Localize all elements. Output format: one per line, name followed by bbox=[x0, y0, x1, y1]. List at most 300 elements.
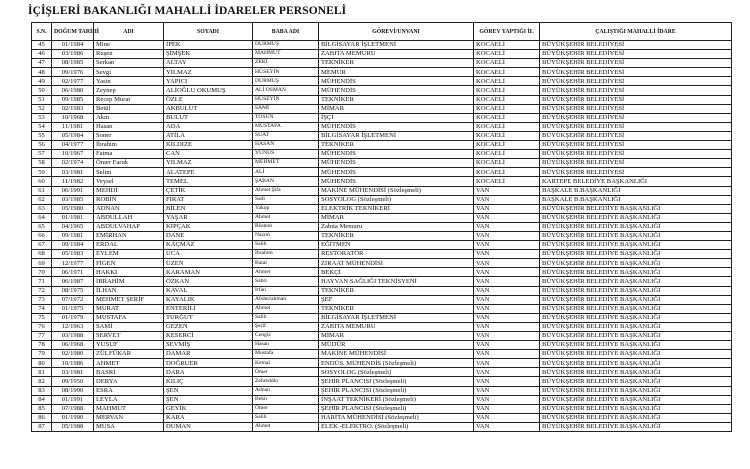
cell-name: Ömer Faruk bbox=[94, 159, 164, 168]
cell-birth-date: 07/1988 bbox=[52, 404, 94, 413]
cell-sn: 51 bbox=[32, 95, 52, 104]
table-row bbox=[32, 277, 732, 286]
table-row bbox=[32, 122, 732, 131]
cell-surname: KAVAL bbox=[164, 286, 253, 295]
cell-position: MÜHENDİS bbox=[319, 159, 474, 168]
cell-sn: 73 bbox=[32, 295, 52, 304]
cell-position: ŞEF bbox=[319, 295, 474, 304]
cell-name: İBRAHİM bbox=[94, 277, 164, 286]
cell-name: FİGEN bbox=[94, 259, 164, 268]
table-row bbox=[32, 341, 732, 350]
cell-province: KOCAELİ bbox=[474, 59, 540, 68]
cell-birth-date: 06/1968 bbox=[52, 341, 94, 350]
cell-local-administration: BÜYÜKŞEHİR BELEDİYE BAŞKANLIĞI bbox=[540, 313, 732, 322]
cell-birth-date: 10/1967 bbox=[52, 150, 94, 159]
cell-position: TEKNİKER bbox=[319, 231, 474, 240]
cell-local-administration: BÜYÜKŞEHİR BELEDİYESİ bbox=[540, 159, 732, 168]
column-header-name: ADI bbox=[94, 23, 164, 41]
cell-sn: 54 bbox=[32, 122, 52, 131]
cell-father-name: HASAN bbox=[253, 141, 319, 150]
cell-name: HAKKI bbox=[94, 268, 164, 277]
cell-sn: 76 bbox=[32, 322, 52, 331]
cell-name: Hasan bbox=[94, 122, 164, 131]
cell-province: VAN bbox=[474, 259, 540, 268]
cell-birth-date: 01/1984 bbox=[52, 41, 94, 50]
cell-birth-date: 09/1985 bbox=[52, 95, 94, 104]
cell-sn: 75 bbox=[32, 313, 52, 322]
cell-sn: 74 bbox=[32, 304, 52, 313]
cell-province: KOCAELİ bbox=[474, 77, 540, 86]
table-row bbox=[32, 259, 732, 268]
cell-name: ZÜLFÜKAR bbox=[94, 350, 164, 359]
cell-father-name: Mustafa bbox=[253, 350, 319, 359]
cell-surname: TURĞUT bbox=[164, 313, 253, 322]
table-header bbox=[32, 23, 732, 41]
cell-surname: DARA bbox=[164, 368, 253, 377]
cell-sn: 61 bbox=[32, 186, 52, 195]
cell-birth-date: 11/1982 bbox=[52, 177, 94, 186]
cell-birth-date: 05/1980 bbox=[52, 204, 94, 213]
cell-province: VAN bbox=[474, 195, 540, 204]
cell-birth-date: 02/1980 bbox=[52, 350, 94, 359]
cell-father-name: ŞABAN bbox=[253, 177, 319, 186]
table-row bbox=[32, 377, 732, 386]
cell-position: ŞEHİR PLANCISI (Sözleşmeli) bbox=[319, 386, 474, 395]
cell-birth-date: 03/1986 bbox=[52, 50, 94, 59]
cell-province: KOCAELİ bbox=[474, 150, 540, 159]
cell-position: ELEK.-ELEKTRO. (Sözleşmeli) bbox=[319, 422, 474, 431]
cell-sn: 56 bbox=[32, 141, 52, 150]
cell-father-name: ALİ bbox=[253, 168, 319, 177]
cell-father-name: Ömer bbox=[253, 404, 319, 413]
cell-surname: ÜZEN bbox=[164, 259, 253, 268]
cell-name: Ruşen bbox=[94, 50, 164, 59]
cell-sn: 66 bbox=[32, 231, 52, 240]
cell-birth-date: 02/1974 bbox=[52, 159, 94, 168]
cell-sn: 69 bbox=[32, 259, 52, 268]
cell-sn: 45 bbox=[32, 41, 52, 50]
cell-surname: ALTAY bbox=[164, 59, 253, 68]
cell-local-administration: BÜYÜKŞEHİR BELEDİYE BAŞKANLIĞI bbox=[540, 204, 732, 213]
cell-father-name: SUAT bbox=[253, 131, 319, 140]
cell-local-administration: BÜYÜKŞEHİR BELEDİYE BAŞKANLIĞI bbox=[540, 222, 732, 231]
cell-sn: 82 bbox=[32, 377, 52, 386]
cell-father-name: Salih bbox=[253, 241, 319, 250]
cell-sn: 80 bbox=[32, 359, 52, 368]
table-row bbox=[32, 241, 732, 250]
cell-name: MAHMUT bbox=[94, 404, 164, 413]
cell-surname: YILMAZ bbox=[164, 68, 253, 77]
cell-father-name: Abdurrahman bbox=[253, 295, 319, 304]
cell-father-name: YUNUS bbox=[253, 150, 319, 159]
table-row bbox=[32, 359, 732, 368]
cell-name: AHMET bbox=[94, 359, 164, 368]
cell-birth-date: 01/1990 bbox=[52, 413, 94, 422]
table-row bbox=[32, 104, 732, 113]
table-row bbox=[32, 322, 732, 331]
cell-birth-date: 05/1983 bbox=[52, 250, 94, 259]
cell-birth-date: 10/1968 bbox=[52, 113, 94, 122]
cell-father-name: Salih bbox=[253, 413, 319, 422]
cell-father-name: Ahmet bbox=[253, 422, 319, 431]
cell-local-administration: BÜYÜKŞEHİR BELEDİYESİ bbox=[540, 113, 732, 122]
cell-province: KOCAELİ bbox=[474, 141, 540, 150]
cell-province: VAN bbox=[474, 213, 540, 222]
cell-local-administration: BÜYÜKŞEHİR BELEDİYESİ bbox=[540, 86, 732, 95]
table-row bbox=[32, 131, 732, 140]
cell-province: KOCAELİ bbox=[474, 159, 540, 168]
cell-local-administration: BÜYÜKŞEHİR BELEDİYE BAŞKANLIĞI bbox=[540, 241, 732, 250]
cell-name: ABDULVAHAP bbox=[94, 222, 164, 231]
cell-name: İbrahim bbox=[94, 141, 164, 150]
cell-father-name: Sadi bbox=[253, 195, 319, 204]
cell-sn: 85 bbox=[32, 404, 52, 413]
cell-position: ŞEHİR PLANCISI (Sözleşmeli) bbox=[319, 377, 474, 386]
cell-sn: 77 bbox=[32, 332, 52, 341]
cell-father-name: ALİ OSMAN bbox=[253, 86, 319, 95]
cell-surname: ÖZLE bbox=[164, 95, 253, 104]
cell-position: MÜHENDİS bbox=[319, 150, 474, 159]
cell-province: VAN bbox=[474, 286, 540, 295]
cell-name: Betül bbox=[94, 104, 164, 113]
cell-birth-date: 03/1981 bbox=[52, 368, 94, 377]
table-row bbox=[32, 68, 732, 77]
table-row bbox=[32, 168, 732, 177]
table-row bbox=[32, 59, 732, 68]
cell-sn: 53 bbox=[32, 113, 52, 122]
cell-province: KOCAELİ bbox=[474, 168, 540, 177]
cell-surname: YAŞAR bbox=[164, 213, 253, 222]
cell-sn: 83 bbox=[32, 386, 52, 395]
cell-local-administration: BÜYÜKŞEHİR BELEDİYESİ bbox=[540, 95, 732, 104]
cell-local-administration: BÜYÜKŞEHİR BELEDİYE BAŞKANLIĞI bbox=[540, 332, 732, 341]
cell-province: KOCAELİ bbox=[474, 68, 540, 77]
cell-surname: GEYİK bbox=[164, 404, 253, 413]
cell-name: Mine bbox=[94, 41, 164, 50]
cell-position: MİMAR bbox=[319, 104, 474, 113]
cell-sn: 48 bbox=[32, 68, 52, 77]
cell-father-name: HÜSEYİN bbox=[253, 95, 319, 104]
cell-surname: YAPICI bbox=[164, 77, 253, 86]
cell-surname: KARAMAN bbox=[164, 268, 253, 277]
cell-position: TEKNİKER bbox=[319, 95, 474, 104]
cell-father-name: Zehreddin bbox=[253, 377, 319, 386]
cell-surname: ALATEPE bbox=[164, 168, 253, 177]
cell-sn: 65 bbox=[32, 222, 52, 231]
cell-birth-date: 10/1986 bbox=[52, 359, 94, 368]
cell-province: VAN bbox=[474, 386, 540, 395]
page-title: İÇİŞLERİ BAKANLIĞI MAHALLİ İDARELER PERSONELİ bbox=[28, 5, 347, 17]
cell-local-administration: BÜYÜKŞEHİR BELEDİYE BAŞKANLIĞI bbox=[540, 368, 732, 377]
cell-name: Yasin bbox=[94, 77, 164, 86]
cell-surname: DUMAN bbox=[164, 422, 253, 431]
cell-name: SERVET bbox=[94, 332, 164, 341]
cell-father-name: SAMİ bbox=[253, 104, 319, 113]
cell-name: Sevgi bbox=[94, 68, 164, 77]
cell-name: LEYLA bbox=[94, 395, 164, 404]
cell-position: BİLGİSAYAR İŞLETMENİ bbox=[319, 41, 474, 50]
cell-birth-date: 11/1981 bbox=[52, 122, 94, 131]
cell-province: VAN bbox=[474, 332, 540, 341]
column-header-local-administration: ÇALIŞTIĞI MAHALLİ İDARE bbox=[540, 23, 732, 41]
cell-father-name: Cengiz bbox=[253, 332, 319, 341]
cell-birth-date: 06/1971 bbox=[52, 268, 94, 277]
table-row bbox=[32, 295, 732, 304]
cell-birth-date: 02/1977 bbox=[52, 77, 94, 86]
cell-position: ZABITA MEMURU bbox=[319, 322, 474, 331]
cell-position: BİLGİSAYAR İŞLETMENİ bbox=[319, 313, 474, 322]
cell-position: TEKNİKER bbox=[319, 304, 474, 313]
cell-surname: BİLEN bbox=[164, 204, 253, 213]
cell-birth-date: 01/1981 bbox=[52, 213, 94, 222]
cell-position: MEMUR bbox=[319, 68, 474, 77]
cell-name: EMİRHAN bbox=[94, 231, 164, 240]
table-body bbox=[32, 41, 732, 432]
cell-name: MUSTAFA bbox=[94, 313, 164, 322]
cell-position: MAKİNE MÜHENDİSİ bbox=[319, 350, 474, 359]
cell-province: KOCAELİ bbox=[474, 104, 540, 113]
cell-sn: 68 bbox=[32, 250, 52, 259]
column-header-father-name: BABA ADI bbox=[253, 23, 319, 41]
table-row bbox=[32, 204, 732, 213]
cell-birth-date: 12/1977 bbox=[52, 259, 94, 268]
cell-name: BASRİ bbox=[94, 368, 164, 377]
cell-province: VAN bbox=[474, 422, 540, 431]
cell-local-administration: BÜYÜKŞEHİR BELEDİYESİ bbox=[540, 141, 732, 150]
cell-name: EYLEM bbox=[94, 250, 164, 259]
cell-father-name: Batal bbox=[253, 259, 319, 268]
cell-surname: AKBULUT bbox=[164, 104, 253, 113]
cell-name: Soner bbox=[94, 131, 164, 140]
cell-province: VAN bbox=[474, 250, 540, 259]
table-row bbox=[32, 177, 732, 186]
cell-sn: 55 bbox=[32, 131, 52, 140]
cell-birth-date: 01/1979 bbox=[52, 313, 94, 322]
cell-position: MÜHENDİS bbox=[319, 122, 474, 131]
cell-father-name: MAHMUT bbox=[253, 50, 319, 59]
cell-local-administration: BÜYÜKŞEHİR BELEDİYE BAŞKANLIĞI bbox=[540, 277, 732, 286]
cell-birth-date: 08/1985 bbox=[52, 59, 94, 68]
cell-local-administration: BÜYÜKŞEHİR BELEDİYESİ bbox=[540, 50, 732, 59]
cell-sn: 50 bbox=[32, 86, 52, 95]
table-row bbox=[32, 141, 732, 150]
table-row bbox=[32, 404, 732, 413]
cell-father-name: Bekir bbox=[253, 395, 319, 404]
cell-birth-date: 07/1972 bbox=[52, 295, 94, 304]
table-row bbox=[32, 186, 732, 195]
cell-sn: 47 bbox=[32, 59, 52, 68]
cell-father-name: Salih bbox=[253, 313, 319, 322]
column-header-birth-date: DOĞUM TARİHİ bbox=[52, 23, 94, 41]
cell-name: MEHDİ bbox=[94, 186, 164, 195]
table-row bbox=[32, 422, 732, 431]
cell-name: ROBİN bbox=[94, 195, 164, 204]
column-header-surname: SOYADI bbox=[164, 23, 253, 41]
cell-father-name: MUSTAFA bbox=[253, 122, 319, 131]
cell-father-name: TOSUN bbox=[253, 113, 319, 122]
cell-surname: DANE bbox=[164, 231, 253, 240]
table-row bbox=[32, 77, 732, 86]
table-row bbox=[32, 386, 732, 395]
table-row bbox=[32, 50, 732, 59]
cell-province: VAN bbox=[474, 395, 540, 404]
cell-father-name: Ahmet Şifa bbox=[253, 186, 319, 195]
cell-position: ELEKTRİK TEKNİKERİ bbox=[319, 204, 474, 213]
cell-surname: DAMAR bbox=[164, 350, 253, 359]
cell-father-name: Hasan bbox=[253, 341, 319, 350]
column-header-sn: S.N. bbox=[32, 23, 52, 41]
cell-surname: ÖZKAN bbox=[164, 277, 253, 286]
cell-surname: BULUT bbox=[164, 113, 253, 122]
cell-position: HAYVAN SAĞLIĞI TEKNİSYENİ bbox=[319, 277, 474, 286]
cell-name: SAMİ bbox=[94, 322, 164, 331]
table-row bbox=[32, 313, 732, 322]
cell-birth-date: 06/1987 bbox=[52, 277, 94, 286]
cell-father-name: Kemal bbox=[253, 359, 319, 368]
cell-position: İŞÇİ bbox=[319, 113, 474, 122]
cell-sn: 72 bbox=[32, 286, 52, 295]
cell-birth-date: 02/1983 bbox=[52, 104, 94, 113]
cell-sn: 79 bbox=[32, 350, 52, 359]
cell-province: VAN bbox=[474, 222, 540, 231]
cell-name: ESRA bbox=[94, 386, 164, 395]
cell-position: ZİRAAT MÜHENDİSİ bbox=[319, 259, 474, 268]
cell-province: KOCAELİ bbox=[474, 122, 540, 131]
cell-birth-date: 06/1980 bbox=[52, 86, 94, 95]
cell-local-administration: BÜYÜKŞEHİR BELEDİYE BAŞKANLIĞI bbox=[540, 350, 732, 359]
cell-name: Selim bbox=[94, 168, 164, 177]
cell-position: TEKNİKER bbox=[319, 286, 474, 295]
cell-name: MERVAN bbox=[94, 413, 164, 422]
cell-province: VAN bbox=[474, 404, 540, 413]
table-row bbox=[32, 213, 732, 222]
cell-sn: 49 bbox=[32, 77, 52, 86]
cell-surname: ENTERİLİ bbox=[164, 304, 253, 313]
cell-birth-date: 03/1988 bbox=[52, 332, 94, 341]
cell-sn: 46 bbox=[32, 50, 52, 59]
cell-name: DERYA bbox=[94, 377, 164, 386]
cell-birth-date: 05/1984 bbox=[52, 131, 94, 140]
cell-position: İNŞAAT TEKNİKERİ (Sözleşmeli) bbox=[319, 395, 474, 404]
cell-father-name: Rüstem bbox=[253, 222, 319, 231]
cell-position: BİLGİSAYAR İŞLETMENİ bbox=[319, 131, 474, 140]
cell-position: MİMAR bbox=[319, 332, 474, 341]
cell-birth-date: 09/1950 bbox=[52, 377, 94, 386]
cell-local-administration: BÜYÜKŞEHİR BELEDİYESİ bbox=[540, 104, 732, 113]
cell-father-name: DURMUŞ bbox=[253, 77, 319, 86]
cell-name: ABDULLAH bbox=[94, 213, 164, 222]
cell-surname: GEZEN bbox=[164, 322, 253, 331]
cell-local-administration: BÜYÜKŞEHİR BELEDİYESİ bbox=[540, 122, 732, 131]
cell-local-administration: BÜYÜKŞEHİR BELEDİYE BAŞKANLIĞI bbox=[540, 377, 732, 386]
table-row bbox=[32, 413, 732, 422]
cell-local-administration: BÜYÜKŞEHİR BELEDİYE BAŞKANLIĞI bbox=[540, 286, 732, 295]
table-row bbox=[32, 304, 732, 313]
cell-surname: KILDIZE bbox=[164, 141, 253, 150]
cell-surname: ŞİMŞEK bbox=[164, 50, 253, 59]
column-header-province: GÖREV YAPTIĞI İL bbox=[474, 23, 540, 41]
cell-surname: KAYALIK bbox=[164, 295, 253, 304]
cell-local-administration: BÜYÜKŞEHİR BELEDİYESİ bbox=[540, 77, 732, 86]
cell-birth-date: 08/1990 bbox=[52, 386, 94, 395]
cell-province: KOCAELİ bbox=[474, 95, 540, 104]
cell-province: KOCAELİ bbox=[474, 86, 540, 95]
column-header-position: GÖREVİ/UNVANI bbox=[319, 23, 474, 41]
cell-father-name: Nazım bbox=[253, 231, 319, 240]
cell-sn: 84 bbox=[32, 395, 52, 404]
cell-surname: KAÇMAZ bbox=[164, 241, 253, 250]
cell-local-administration: BÜYÜKŞEHİR BELEDİYESİ bbox=[540, 150, 732, 159]
cell-father-name: Ömer bbox=[253, 368, 319, 377]
cell-local-administration: BÜYÜKŞEHİR BELEDİYE BAŞKANLIĞI bbox=[540, 295, 732, 304]
cell-local-administration: BÜYÜKŞEHİR BELEDİYE BAŞKANLIĞI bbox=[540, 304, 732, 313]
cell-sn: 62 bbox=[32, 195, 52, 204]
cell-sn: 57 bbox=[32, 150, 52, 159]
cell-name: Recep Murat bbox=[94, 95, 164, 104]
cell-name: Zeynep bbox=[94, 86, 164, 95]
cell-name: YUSUF bbox=[94, 341, 164, 350]
cell-birth-date: 09/1976 bbox=[52, 68, 94, 77]
cell-sn: 59 bbox=[32, 168, 52, 177]
cell-province: VAN bbox=[474, 341, 540, 350]
cell-province: KOCAELİ bbox=[474, 113, 540, 122]
cell-sn: 60 bbox=[32, 177, 52, 186]
cell-father-name: DURMUŞ bbox=[253, 41, 319, 50]
cell-surname: YILMAZ bbox=[164, 159, 253, 168]
cell-position: MİMAR bbox=[319, 213, 474, 222]
cell-birth-date: 03/1981 bbox=[52, 168, 94, 177]
cell-province: KOCAELİ bbox=[474, 131, 540, 140]
cell-local-administration: BÜYÜKŞEHİR BELEDİYE BAŞKANLIĞI bbox=[540, 395, 732, 404]
cell-local-administration: BÜYÜKŞEHİR BELEDİYE BAŞKANLIĞI bbox=[540, 322, 732, 331]
cell-local-administration: BÜYÜKŞEHİR BELEDİYE BAŞKANLIĞI bbox=[540, 422, 732, 431]
cell-birth-date: 04/1977 bbox=[52, 141, 94, 150]
table-row bbox=[32, 250, 732, 259]
cell-position: HARİTA MÜHENDİSİ (Sözleşmeli) bbox=[319, 413, 474, 422]
cell-province: VAN bbox=[474, 413, 540, 422]
cell-local-administration: BÜYÜKŞEHİR BELEDİYESİ bbox=[540, 68, 732, 77]
cell-position: EĞİTMEN bbox=[319, 241, 474, 250]
cell-province: VAN bbox=[474, 359, 540, 368]
cell-surname: İPEK bbox=[164, 41, 253, 50]
table-row bbox=[32, 95, 732, 104]
cell-name: ADNAN bbox=[94, 204, 164, 213]
cell-surname: ŞEN bbox=[164, 386, 253, 395]
cell-position: MÜDÜR bbox=[319, 341, 474, 350]
cell-position: MAKİNE MÜHENDİSİ (Sözleşmeli) bbox=[319, 186, 474, 195]
cell-name: MUSA bbox=[94, 422, 164, 431]
cell-birth-date: 01/1991 bbox=[52, 395, 94, 404]
cell-sn: 81 bbox=[32, 368, 52, 377]
cell-name: Serkan bbox=[94, 59, 164, 68]
personnel-table bbox=[31, 22, 732, 432]
table-row bbox=[32, 41, 732, 50]
cell-name: Veysel bbox=[94, 177, 164, 186]
cell-province: VAN bbox=[474, 231, 540, 240]
cell-local-administration: BAŞKALE B.BAŞKANLIĞI bbox=[540, 186, 732, 195]
cell-province: VAN bbox=[474, 186, 540, 195]
cell-province: VAN bbox=[474, 277, 540, 286]
table-row bbox=[32, 231, 732, 240]
cell-surname: KESERCİ bbox=[164, 332, 253, 341]
cell-surname: KARA bbox=[164, 413, 253, 422]
table-row bbox=[32, 350, 732, 359]
cell-province: KOCAELİ bbox=[474, 177, 540, 186]
cell-position: ŞEHİR PLANCISI (Sözleşmeli) bbox=[319, 404, 474, 413]
cell-province: VAN bbox=[474, 377, 540, 386]
cell-local-administration: BÜYÜKŞEHİR BELEDİYE BAŞKANLIĞI bbox=[540, 213, 732, 222]
cell-name: MURAT bbox=[94, 304, 164, 313]
